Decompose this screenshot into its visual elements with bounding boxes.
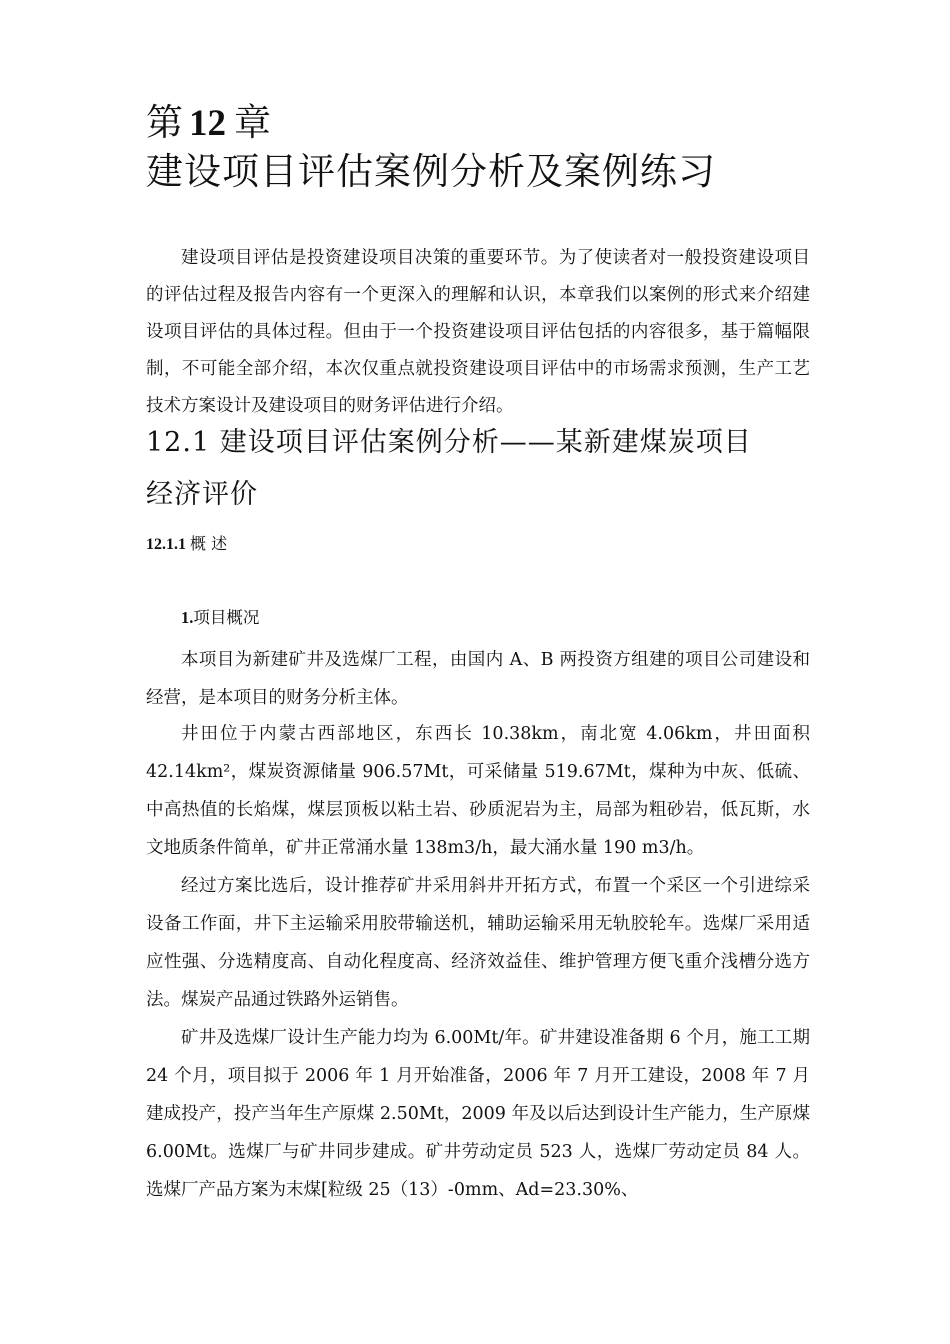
body-paragraph: 矿井及选煤厂设计生产能力均为 6.00Mt/年。矿井建设准备期 6 个月，施工工期 24 个月，项目拟于 2006 年 1 月开始准备，2006 年 7 月开工建设，2008 年 7 月建成投产，投产当年生产原煤 2.50Mt，2009 年及以后达到设计生产能力，生产原煤 6.00Mt。选煤厂与矿井同步建成。矿井劳动定员 523 人，选煤厂劳动定员 84 人。选煤厂产品方案为末煤[粒级 25（13）-0mm、Ad=23.30%、 (146, 1028, 810, 1200)
chapter-prefix: 第 (146, 101, 183, 144)
section-title: 12.1 建设项目评估案例分析——某新建煤炭项目经济评价 (146, 427, 752, 510)
body-paragraph: 经过方案比选后，设计推荐矿井采用斜井开拓方式，布置一个采区一个引进综采设备工作面，井下主运输采用胶带输送机，辅助运输采用无轨胶轮车。选煤厂采用适应性强、分选精度高、自动化程度高、经济效益佳、维护管理方便飞重介浅槽分选方法。煤炭产品通过铁路外运销售。 (146, 876, 810, 1010)
body-paragraph: 井田位于内蒙古西部地区，东西长 10.38km，南北宽 4.06km，井田面积 42.14km²，煤炭资源储量 906.57Mt，可采储量 519.67Mt，煤种为中灰、低硫、中高热值的长焰煤，煤层顶板以粘土岩、砂质泥岩为主，局部为粗砂岩，低瓦斯，水文地质条件简单，矿井正常涌水量 138m3/h，最大涌水量 190 m3/h。 (146, 724, 810, 858)
subsection-heading (146, 530, 227, 559)
subsection-title: 概 述 (190, 534, 228, 553)
body-paragraph: 本项目为新建矿井及选煤厂工程，由国内 A、B 两投资方组建的项目公司建设和经营，是本项目的财务分析主体。 (146, 650, 810, 708)
intro-paragraph: 建设项目评估是投资建设项目决策的重要环节。为了使读者对一般投资建设项目的评估过程及报告内容有一个更深入的理解和认识，本章我们以案例的形式来介绍建设项目评估的具体过程。但由于一个投资建设项目评估包括的内容很多，基于篇幅限制，不可能全部介绍，本次仅重点就投资建设项目评估中的市场需求预测，生产工艺技术方案设计及建设项目的财务评估进行介绍。 (146, 248, 810, 416)
chapter-suffix: 章 (234, 101, 271, 144)
subsection-number: 12.1.1 (146, 536, 186, 553)
chapter-number: 12 (189, 103, 226, 144)
item-number: 1. (181, 608, 194, 627)
chapter-title: 建设项目评估案例分析及案例练习 (146, 150, 716, 193)
item-title: 项目概况 (193, 608, 260, 627)
item-heading (181, 604, 259, 632)
chapter-heading (146, 100, 271, 147)
